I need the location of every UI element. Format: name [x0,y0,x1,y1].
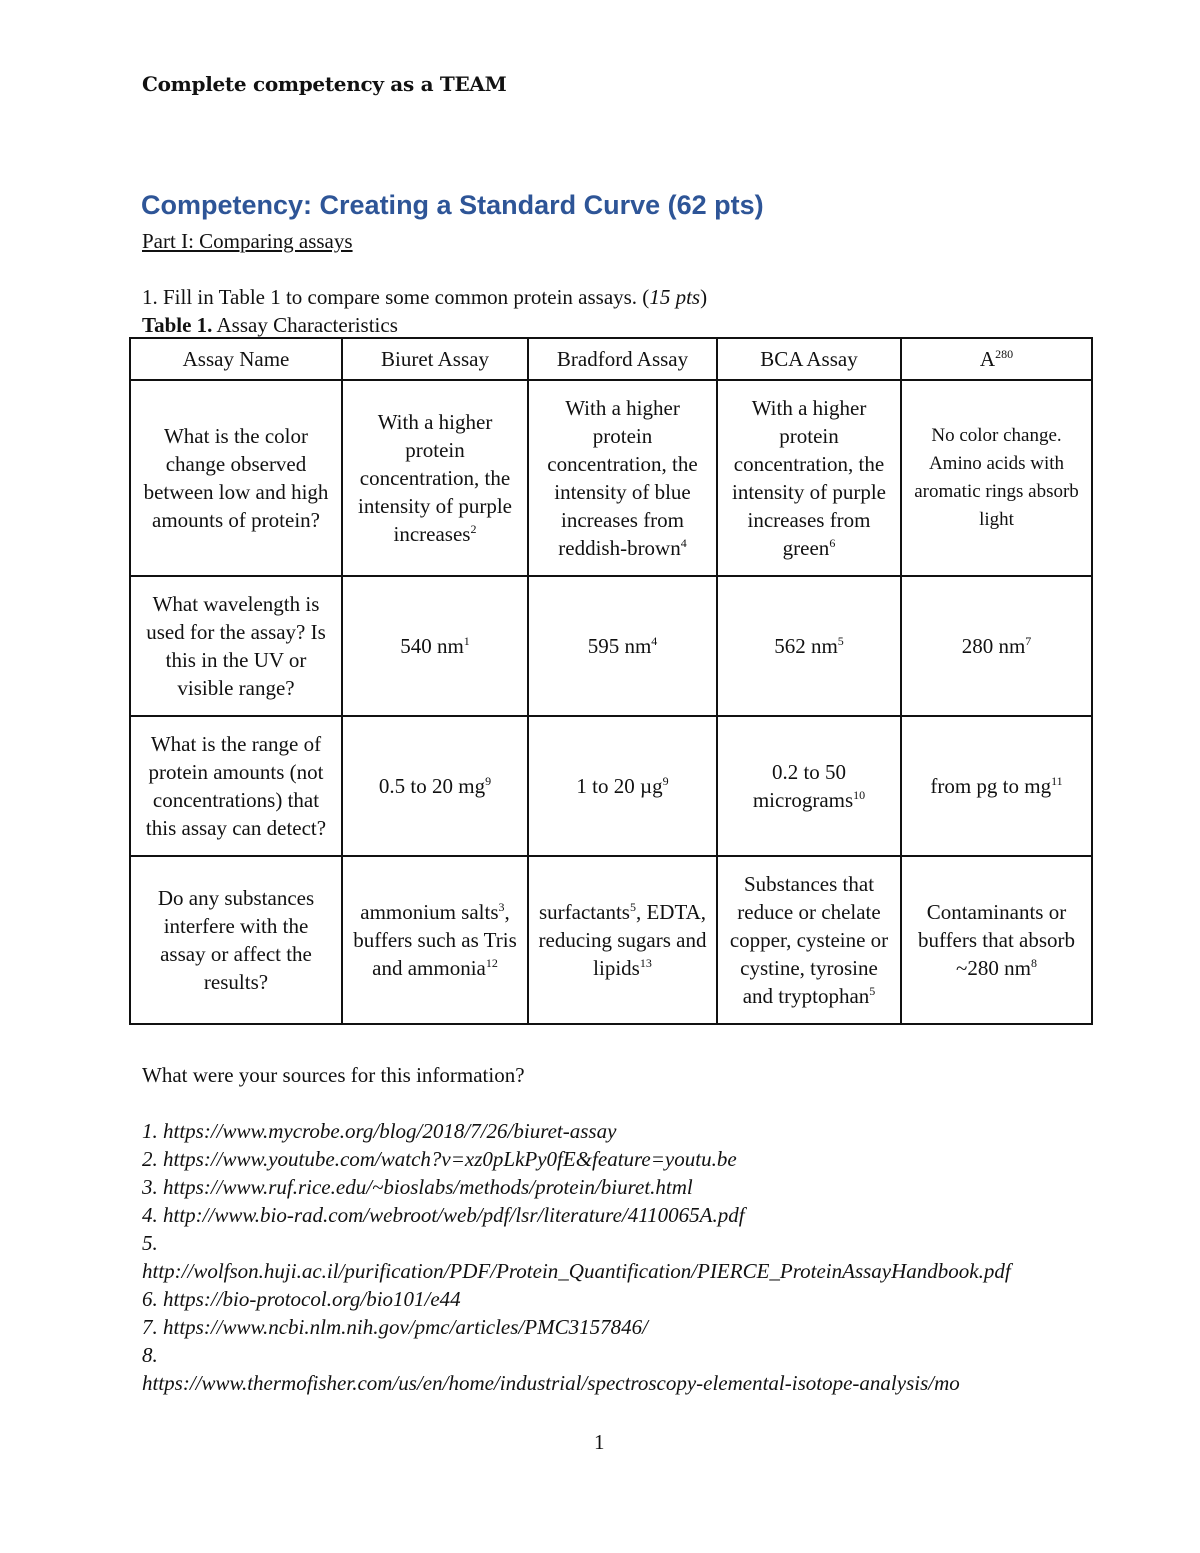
cell-text: 595 nm [587,634,652,658]
cell-biuret [342,716,528,856]
ref-number: 12 [485,956,498,970]
cell-text: Contaminants or buffers that absorb ~280 nm [917,900,1076,980]
table-caption [142,313,398,338]
header-assay-name: Assay Name [130,338,342,380]
cell-bradford [528,380,717,576]
table-row [130,716,1092,856]
cell-text: 0.5 to 20 mg [378,774,486,798]
page-number: 1 [594,1430,605,1454]
header-text: Complete competency as a TEAM [142,72,507,96]
question-text-end: ) [700,285,708,309]
cell-text: 280 nm [961,634,1026,658]
ref-number: 5 [869,984,876,998]
cell-text: 0.2 to 50 micrograms [752,760,854,812]
cell-text: ammonium salts [360,900,499,924]
row-question: What is the range of protein amounts (not concentrations) that this assay can detect? [130,716,342,856]
ref-number: 6 [829,536,836,550]
cell-biuret [342,380,528,576]
cell-text: surfactants [538,900,630,924]
page-title: Competency: Creating a Standard Curve (62 pts) [141,190,764,220]
cell-text: from pg to mg [930,774,1052,798]
ref-number: 4 [651,634,658,648]
ref-number: 8 [1030,956,1037,970]
row-question: Do any substances interfere with the assay or affect the results? [130,856,342,1024]
source-item: 8. [142,1343,158,1367]
cell-a280 [901,716,1092,856]
ref-number: 7 [1025,634,1032,648]
cell-text: Substances that reduce or chelate copper, cysteine or cystine, tyrosine and tryptophan [729,872,889,1008]
cell-bca [717,576,901,716]
assay-table [129,337,1093,1025]
table-row [130,380,1092,576]
cell-text: 540 nm [400,634,464,658]
cell-text: With a higher protein concentration, the intensity of blue increases from reddish-brown [547,396,698,560]
ref-number: 10 [853,788,866,802]
cell-a280 [901,576,1092,716]
cell-text: , buffers such as Tris and ammonia [353,900,517,980]
source-item: 5. [142,1231,158,1255]
cell-text: With a higher protein concentration, the intensity of purple increases from green [732,396,886,560]
cell-text: With a higher protein concentration, the intensity of purple increases [358,410,512,546]
cell-text: , EDTA, reducing sugars and lipids [538,900,707,980]
cell-bca [717,716,901,856]
header-biuret: Biuret Assay [342,338,528,380]
table-row [130,856,1092,1024]
cell-bradford [528,856,717,1024]
header-bradford: Bradford Assay [528,338,717,380]
ref-number: 9 [485,774,492,788]
part-heading: Part I: Comparing assays [142,229,353,253]
sources-list [142,1117,1072,1397]
question-points: 15 pts [649,285,701,309]
cell-text: No color change. Amino acids with aromatic rings absorb light [914,425,1079,530]
ref-number: 9 [662,774,669,788]
source-item: http://wolfson.huji.ac.il/purification/PDF/Protein_Quantification/PIERCE_ProteinAssayHandbook.pdf [142,1259,1011,1283]
table-header-row [130,338,1092,380]
row-question: What wavelength is used for the assay? Is this in the UV or visible range? [130,576,342,716]
ref-number: 5 [629,900,636,914]
source-item: 1. https://www.mycrobe.org/blog/2018/7/26/biuret-assay [142,1119,617,1143]
header-a280-label: A [979,347,996,371]
source-item: 2. https://www.youtube.com/watch?v=xz0pLkPy0fE&feature=youtu.be [142,1147,737,1171]
table-caption-label: Table 1. [142,313,213,337]
cell-a280 [901,380,1092,576]
ref-number: 13 [639,956,652,970]
ref-number: 1 [463,634,470,648]
cell-bca [717,856,901,1024]
cell-bradford [528,576,717,716]
ref-number: 2 [470,522,477,536]
table-caption-text: Assay Characteristics [212,313,398,337]
source-item: 3. https://www.ruf.rice.edu/~bioslabs/methods/protein/biuret.html [142,1175,693,1199]
ref-number: 11 [1051,774,1063,788]
question-1 [142,285,707,310]
question-text: 1. Fill in Table 1 to compare some common protein assays. ( [142,285,650,309]
source-item: 7. https://www.ncbi.nlm.nih.gov/pmc/articles/PMC3157846/ [142,1315,648,1339]
source-item: https://www.thermofisher.com/us/en/home/industrial/spectroscopy-elemental-isotope-analysis/mo [142,1371,960,1395]
table-row [130,576,1092,716]
ref-number: 3 [498,900,505,914]
cell-biuret [342,856,528,1024]
ref-number: 4 [680,536,687,550]
source-item: 6. https://bio-protocol.org/bio101/e44 [142,1287,461,1311]
cell-a280 [901,856,1092,1024]
cell-text: 562 nm [774,634,838,658]
cell-biuret [342,576,528,716]
cell-text: 1 to 20 µg [576,774,663,798]
ref-number: 5 [837,634,844,648]
cell-bca [717,380,901,576]
sources-question: What were your sources for this information? [142,1063,525,1087]
header-a280-sub: 280 [995,347,1014,361]
row-question: What is the color change observed between low and high amounts of protein? [130,380,342,576]
cell-bradford [528,716,717,856]
header-a280 [901,338,1092,380]
source-item: 4. http://www.bio-rad.com/webroot/web/pdf/lsr/literature/4110065A.pdf [142,1203,745,1227]
header-bca: BCA Assay [717,338,901,380]
